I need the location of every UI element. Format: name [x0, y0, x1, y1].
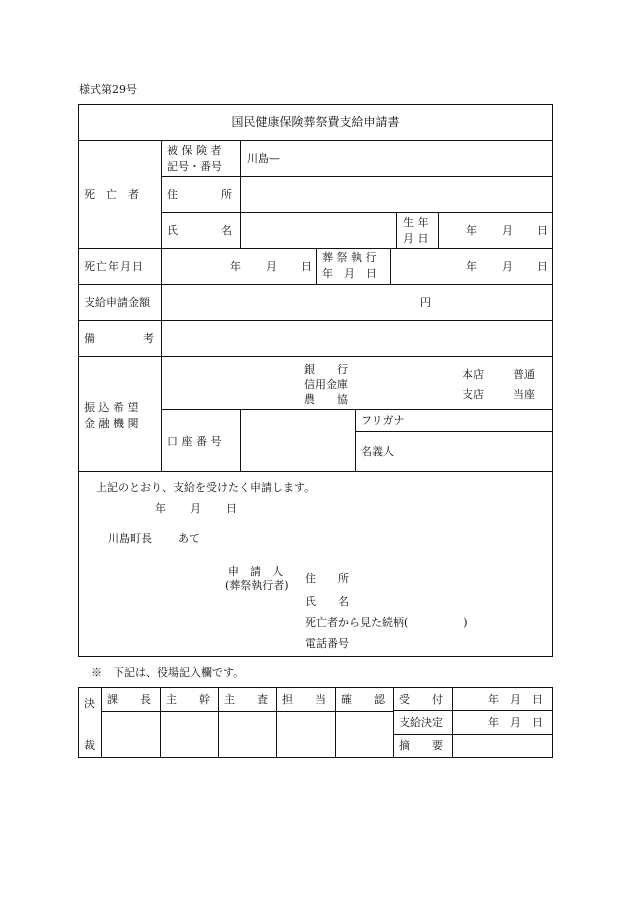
- col-chief-manager: 主 幹: [166, 693, 210, 706]
- declaration-year[interactable]: 年: [155, 502, 166, 515]
- decision-label-1: 決: [84, 697, 95, 710]
- account-type-current[interactable]: 当座: [513, 388, 535, 401]
- applicant-phone-label: 電話番号: [305, 637, 349, 650]
- col-section-chief-text: 課 長: [107, 693, 151, 706]
- declaration-month[interactable]: 月: [190, 502, 201, 515]
- applicant-label: 申 請 人: [228, 565, 283, 578]
- funeral-month[interactable]: 月: [502, 260, 513, 273]
- birth-month[interactable]: 月: [502, 224, 513, 237]
- birth-year[interactable]: 年: [466, 224, 477, 237]
- addressee: 川島町長: [108, 532, 152, 545]
- funeral-day[interactable]: 日: [537, 260, 548, 273]
- applicant-name-label: 氏 名: [305, 595, 349, 608]
- payment-decision-label: 支給決定: [399, 716, 443, 729]
- death-year[interactable]: 年: [230, 260, 241, 273]
- death-date-label: 死亡年月日: [84, 260, 144, 273]
- name-field[interactable]: [241, 213, 396, 248]
- funeral-year[interactable]: 年: [466, 260, 477, 273]
- bank-section-label-1: 振 込 希 望: [84, 401, 139, 414]
- amount-unit: 円: [420, 296, 431, 309]
- funeral-date-label-2: 年 月 日: [322, 267, 377, 280]
- received-date[interactable]: 年 月 日: [488, 693, 543, 706]
- account-type-ordinary[interactable]: 普通: [513, 368, 535, 381]
- deceased-section-label: 死 亡 者: [84, 188, 139, 201]
- payment-decision-date[interactable]: 年 月 日: [488, 716, 543, 729]
- bank-type-credit-union: 信用金庫: [304, 378, 348, 391]
- address-label: [167, 189, 232, 200]
- birth-date-label-1: 生 年: [403, 216, 429, 229]
- birth-day[interactable]: 日: [537, 224, 548, 237]
- furigana-label: フリガナ: [361, 414, 405, 427]
- birth-date-label-2: 月 日: [403, 232, 429, 245]
- bank-section-label-2: 金 融 機 関: [84, 417, 139, 430]
- applicant-address-label: 住 所: [305, 572, 349, 585]
- branch-sub-office[interactable]: 支店: [462, 388, 484, 401]
- funeral-date-label-1: 葬 祭 執 行: [322, 251, 377, 264]
- account-number-label: 口 座 番 号: [167, 435, 222, 448]
- name-label-b: 名: [221, 224, 232, 237]
- amount-field[interactable]: [162, 285, 552, 320]
- applicant-sublabel: (葬祭執行者): [225, 579, 289, 592]
- declaration-text: 上記のとおり、支給を受けたく申請します。: [96, 481, 316, 494]
- received-label: 受 付: [399, 693, 443, 706]
- col-staff: 担 当: [282, 693, 326, 706]
- branch-main-office[interactable]: 本店: [462, 368, 484, 381]
- name-label-a: 氏: [167, 224, 178, 237]
- col-section-chief: [107, 694, 154, 705]
- bank-type-bank: 銀 行: [304, 363, 348, 376]
- account-number-field[interactable]: [241, 410, 355, 471]
- remarks-label-a: 備: [84, 332, 95, 345]
- form-title: 国民健康保険葬祭費支給申請書: [231, 115, 400, 129]
- office-use-note: ※ 下記は、役場記入欄です。: [91, 666, 245, 679]
- decision-label-2: 裁: [84, 739, 95, 752]
- insured-number-label-2: 記号・番号: [167, 160, 222, 173]
- remarks-label-b: 考: [143, 332, 154, 345]
- death-day[interactable]: 日: [301, 260, 312, 273]
- address-field[interactable]: [241, 177, 552, 212]
- address-label-b: 所: [221, 188, 232, 201]
- amount-label: 支給申請金額: [84, 296, 150, 309]
- col-chief: 主 査: [224, 693, 268, 706]
- death-month[interactable]: 月: [266, 260, 277, 273]
- remarks-label: [84, 333, 154, 344]
- form-number: 様式第29号: [79, 83, 137, 96]
- insured-number-value[interactable]: 川島—: [247, 152, 280, 165]
- addressee-suffix: あて: [178, 532, 200, 545]
- declaration-day[interactable]: 日: [226, 502, 237, 515]
- applicant-relation-label: 死亡者から見た続柄( ): [305, 616, 468, 629]
- bank-type-agricultural-coop: 農 協: [304, 393, 348, 406]
- summary-label: 摘 要: [399, 739, 443, 752]
- remarks-field[interactable]: [162, 321, 552, 356]
- name-label: [167, 225, 232, 236]
- insured-number-label-1: 被 保 険 者: [167, 144, 222, 157]
- address-label-a: 住: [167, 188, 178, 201]
- col-confirm: 確 認: [341, 693, 385, 706]
- account-holder-label: 名義人: [361, 445, 394, 458]
